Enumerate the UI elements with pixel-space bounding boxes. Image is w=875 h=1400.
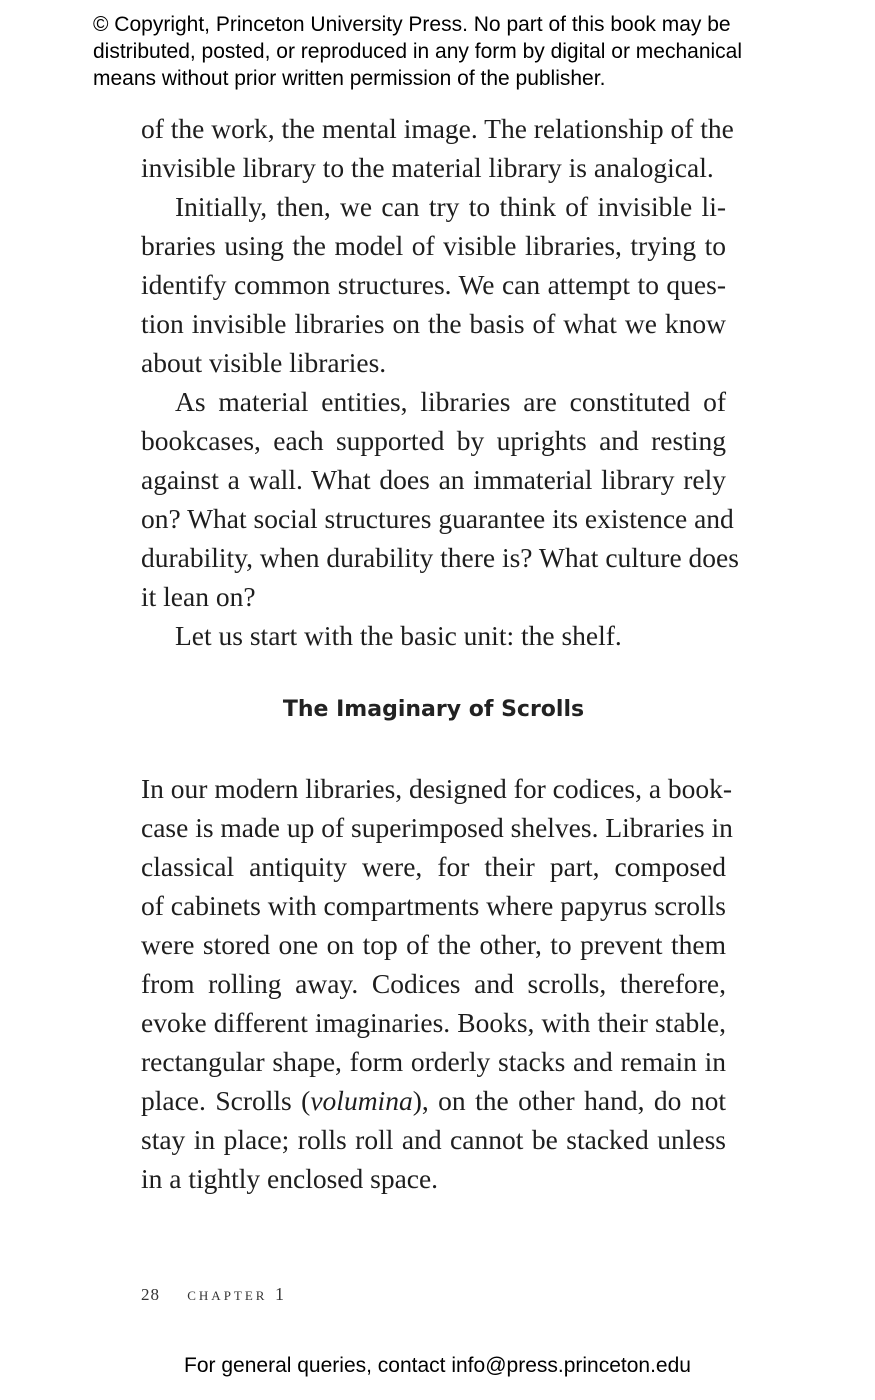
section-heading: The Imaginary of Scrolls: [282, 697, 585, 722]
text-line: on? What social structures guarantee its existence and: [141, 503, 734, 534]
text-line: in a tightly enclosed space.: [141, 1163, 439, 1194]
text-line: of cabinets with compartments where papyrus scrolls: [141, 890, 726, 921]
text-line: In our modern libraries, designed for codices, a book-: [141, 773, 733, 804]
running-head: chapter 1: [187, 1284, 287, 1304]
text-line: As material entities, libraries are constituted of: [175, 386, 726, 417]
text-line: tion invisible libraries on the basis of what we know: [141, 308, 726, 339]
text-line: about visible libraries.: [141, 347, 387, 378]
text-fragment: ), on the other hand, do not: [412, 1085, 727, 1116]
copyright-notice: [93, 11, 813, 92]
text-line: bookcases, each supported by uprights and resting: [141, 425, 726, 456]
copyright-line: distributed, posted, or reproduced in any form by digital or mechanical: [93, 40, 743, 63]
text-line: Let us start with the basic unit: the shelf.: [175, 620, 622, 651]
italic-term: volumina: [310, 1085, 413, 1116]
text-line: from rolling away. Codices and scrolls, therefore,: [141, 968, 726, 999]
text-line: durability, when durability there is? What culture does: [141, 542, 739, 573]
text-line: of the work, the mental image. The relationship of the: [141, 113, 734, 144]
text-line: [141, 1081, 726, 1120]
text-line: rectangular shape, form orderly stacks and remain in: [141, 1046, 726, 1077]
contact-notice: For general queries, contact info@press.princeton.edu: [184, 1354, 691, 1377]
copyright-line: © Copyright, Princeton University Press. No part of this book may be: [93, 13, 731, 36]
text-line: it lean on?: [141, 581, 256, 612]
body-text-top: [141, 109, 739, 655]
text-line: evoke different imaginaries. Books, with their stable,: [141, 1007, 726, 1038]
text-line: were stored one on top of the other, to prevent them: [141, 929, 726, 960]
text-line: Initially, then, we can try to think of invisible li-: [175, 191, 726, 222]
text-line: braries using the model of visible libraries, trying to: [141, 230, 726, 261]
copyright-line: means without prior written permission of the publisher.: [93, 67, 606, 90]
text-line: stay in place; rolls roll and cannot be stacked unless: [141, 1124, 726, 1155]
page-footer: [141, 1282, 287, 1307]
text-line: invisible library to the material library is analogical.: [141, 152, 714, 183]
body-text-bottom: [141, 769, 733, 1198]
text-line: case is made up of superimposed shelves. Libraries in: [141, 812, 733, 843]
page-number: 28: [141, 1285, 160, 1304]
text-fragment: place. Scrolls (: [141, 1085, 311, 1116]
text-line: classical antiquity were, for their part, composed: [141, 851, 726, 882]
text-line: against a wall. What does an immaterial library rely: [141, 464, 726, 495]
text-line: identify common structures. We can attempt to ques-: [141, 269, 726, 300]
